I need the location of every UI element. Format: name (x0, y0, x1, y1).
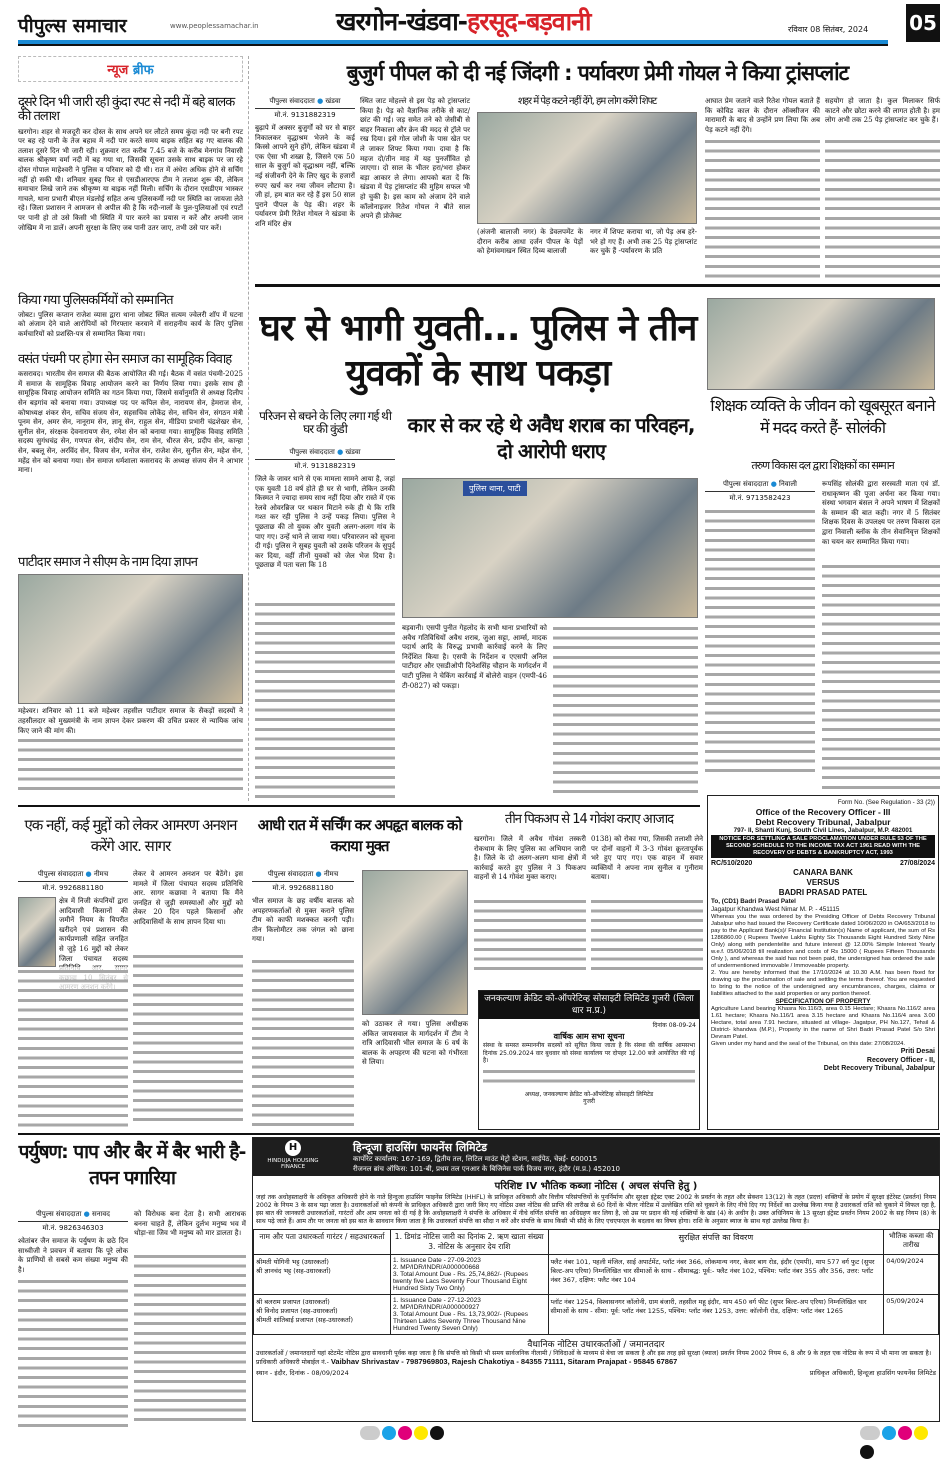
newspaper-logo: पीपुल्स समाचार (18, 15, 127, 37)
article-text: बुढ़ापे में अक्सर बुजुर्गों को घर से बाहर निकालकर वृद्धाश्रम भेजने के कई किस्से आपने सुने होंगे, लेकिन खंडवा में एक ऐसा भी शख्स है, जिसने एक 50 साल के बुजुर्ग को वृद्धाश्रम नहीं, बल्कि नई संजीवनी देने के लिए खुद के हजारों रुपए खर्च कर नया जीवन लौटाया है। जी हां, हम बात कर रहे हैं इस 50 साल पुराने पीपल के पेड़ की। शहर के पर्यावरण प्रेमी रितेश गोयल ने खंडवा के शनि मंदिर क्षेत्र (255, 124, 355, 228)
notice-signatory: अध्यक्ष, जनकल्याण क्रेडिट को-ऑपरेटिव्ह सोसाइटी लिमिटेड गुजरी (524, 1090, 654, 1105)
brief-body-continued (18, 736, 243, 794)
hinduja-notice (252, 1137, 940, 1422)
article-text: भील समाज के छह वर्षीय बालक को अपहरणकर्ताओं से मुक्त कराने पुलिस टीम को काफी मशक्कत करनी पड़ी। तीन किलोमीटर तक जंगल को छाना गया। (252, 897, 354, 944)
notice-title: परिशिष्ट IV भौतिक कब्जा नोटिस ( अचल संपत्ति हेतु ) (494, 1181, 698, 1192)
legal-notice-text: उधारकर्ताओं / जमानतदारों यहां स्टेटमेंट नोटिस द्वारा सावधानी पूर्वक कहा जाता है कि संपत्ति को किसी भी समय सार्वजनिक नीलामी / निविदाओं के माध्यम से बेचा जा सकता है और इस तरह इसे सुरक्षा (ब्याज) प्रवर्तन नियम 2002 नियम 6, 8 और 9 के तहत एक नोटिस के रूप में भी माना जा सकता है। प्राधिकारी अधिकारी मोबाईल नं.- (256, 1350, 932, 1366)
property-spec: Agriculture Land bearing Khasra No.116/3, area 0.15 Hectare; Khasra No.116/2 area 1.61 hectare; Khasra No.116/1 area 3.15 hectare and Khasra No.116/4 area 3.00 Hectare, total area 7.91 hectare, situated at village- Jagatpur, PH No.127, Tehsil & District- khandwa (M.P.), Property in the name of Shri Badri Prasad Patel S/o Shri Devram Patel. (711, 1006, 935, 1040)
society-title: जनकल्याण क्रेडिट को-ऑपरेटिव्ह सोसाइटी लिमिटेड गुजरी (जिला धार म.प्र.) (479, 991, 699, 1019)
drt-notice (707, 795, 939, 1130)
color-registration-left (360, 1425, 446, 1444)
anshan-headline: एक नहीं, कई मुद्दों को लेकर आमरण अनशन करेंगे आर. सागर (24, 816, 237, 855)
versus: VERSUS (806, 878, 840, 887)
given-line: Given under my hand and the seal of the Tribunal, on this date: 27/08/2024. (711, 1041, 906, 1047)
brief-title: किया गया पुलिसकर्मियों को सम्मानित (18, 292, 173, 308)
issuance-date: 1. Issuance Date - 27-12-2023 (393, 1297, 481, 1304)
loan-account: 2. MP/IDR/INDR/A000000668 (393, 1264, 480, 1271)
spec-title: SPECIFICATION OF PROPERTY (775, 998, 871, 1005)
notice-paragraph: Whereas you the was ordered by the Presiding Officer of Debts Recovery Tribunal Jabalpur who had issued the Recovery Certificate dated 10/06/2020 in OA/653/2018 to pay to the Applicant Bank(s)/ Financial Institution(s) Name of applicant, the sum of Rs 1286860.00 ( Rupees Twelve Lakhs Eighty Six Thousands Eight Hundred Sixty Nine Only) along with pendentelite and future interest @ 12.00% Simple Interest Yearly w.e.f. 05/06/2018 till realization and costs of Rs 15000 ( Rupees Fifteen Thousands Only ), and whereas the said has not been paid, the undersigned has ordered the sale of undermentioned immovable / Immoveable property. (711, 914, 935, 969)
section-title: खरगोन-खंडवा-हरसूद-बड़वानी (336, 7, 591, 36)
byline: पीपुल्स संवाददाता ● खंडवा (255, 97, 355, 109)
teachers-photo (707, 298, 935, 390)
article-text: आघात प्रेम जताने वाले रितेश गोयल बताते हैं कि कोविड काल के दौरान ऑक्सीजन की मारामारी के बाद से उन्होंने प्रण लिया कि अब पेड़ कटने नहीं देंगे। (705, 97, 820, 134)
property-description: फ्लैट नंबर 101, पहली मंजिल, साई अपार्टमेंट, प्लॉट नंबर 366, लोकमान्य नगर, केसर बाग रोड, इंदौर (एमपी), माप 577 वर्ग फुट (सुपर बिल्ट-अप एरिया) निम्नलिखित चार सीमाओं के साथ - सीमाबद्ध: पूर्व:- फ्लैट नंबर 102, पश्चिम: प्लॉट नंबर 355 और 356, उत्तर: प्लॉट नंबर 367, दक्षिण: फ्लैट नंबर 104 (548, 1255, 884, 1295)
applicant: CANARA BANK (793, 868, 853, 877)
lead-headline: घर से भागी युवती... पुलिस ने तीन युवकों के साथ पकड़ा (259, 308, 697, 394)
photo-caption: (अंजनी बालाजी नगर) के डेवलपमेंट के दौरान करीब आधा दर्जन पीपल के पेड़ों को हेमांवमाखन स्थित दिव्य बालाजी (477, 228, 583, 256)
article-text: रूपसिंह सोलंकी द्वारा सरस्वती माता एवं डॉ. राधाकृष्णन की पूजा अर्चना कर किया गया। संस्था भगवान बंसल ने अपने भाषण में शिक्षकों के सम्मान की बात कही। नगर में 5 सितंबर शिक्षक दिवस के उपलक्ष्य पर तरुण विकास दल द्वारा निवाली ब्लॉक के तीन सेवानिवृत्त शिक्षकों का चयन कर सम्मानित किया गया। (822, 480, 940, 546)
article-text: लेकर वे आमरन अनशन पर बैठेंगे। इस मामले में जिला पंचायत सदस्य प्रतिनिधि आर. सागर कछावा ने बताया कि मैंने जनहित से जुड़ी समस्याओं और मुद्दों को लेकर 20 दिन पहले किसानों और आदिवासियों के साथ ज्ञापन दिया था। (133, 870, 243, 926)
portrait-photo (18, 897, 56, 967)
mobile-number: मो.नं. 9926881180 (272, 884, 334, 892)
mobile-number: मो.नं. 9131882319 (294, 462, 356, 470)
brief-title: दूसरे दिन भी जारी रही कुंदा रपट से नदी में बहे बालक की तलाश (18, 95, 235, 125)
contact-numbers: Vaibhav Shrivastav - 7987969803, Rajesh Chakotiya - 84355 71111, Sitaram Prajapat - 95845 67867 (330, 1357, 678, 1366)
tree-transplant-photo (477, 112, 697, 224)
rescue-col (252, 870, 354, 1132)
co-borrower: श्री विनोद प्रजापत (सह-उधारकर्ता) (256, 1307, 338, 1315)
article-text: स्थित जाट मोहल्ले से इस पेड़ को ट्रांसप्लांट किया है। पेड़ को वैज्ञानिक तरीके से काट/छांट की गई। जड़ समेत तने को जेसीबी से बाहर निकाला और क्रेन की मदद से ट्रॉले पर रख दिया। इसे गोल जोशी के पास खेत पर ले जाकर शिफ्ट किया गया। दावा है कि महज दो/तीन माह में यह पुनर्जीवित हो जाएगा। दो साल के भीतर हरा/भरा होकर बड़ा आकार ले लेगा। आपको बता दें कि खंडवा में पेड़ ट्रांसप्लांट की मुहिम सफल भी हो चुकी है। इस काम को अंजाम देने वाले कॉलोनाइजर रितेश गोयल ने बीते साल अपने ही प्रोजेक्ट (360, 97, 470, 221)
patidar-photo (18, 574, 243, 704)
brief-body: कसरावद। भारतीय सेन समाज की बैठक आयोजित की गई। बैठक में वसंत पंचमी-2025 में समाज के सामूहिक विवाह आयोजन करने का निर्णय लिया गया। इसके साथ ही सामूहिक विवाह आयोजन समिति का गठन किया गया, जिसमे सर्वानुमति से अध्यक्ष दिलीप सेन बड़गांव को बनाया गया। उपाध्यक्ष पद पर कपिल सेन, नारायण सेन, हेमराज सेन, कोषाध्यक्ष शंकर सेन, सचिव संजय सेन, सहसचिव लोकेंद्र सेन, सचिन सेन, संगठन मंत्री पूनम सेन, अमर सेन, नानूराम सेन, ज्ञानू सेन, राहुल सेन, मीडिया प्रभारी चंद्रशेखर सेन, सुनील सेन, संरक्षक देवनारायण सेन, रमेश सेन को बनाया गया। सामूहिक विवाह समिति सदस्य सुगंधचंद्र सेन, गणपत सेन, संदीप सेन, राम सेन, धीरज सेन, प्रदीप सेन, कान्हा सेन, बबलू सेन, अरविंद सेन, विजय सेन, मनोज सेन, राजेश सेन, सुनील सेन, महेश सेन, महेंद्र सेन को बनाया गया। सेन समाज धर्मशाला कसरावद के अध्यक्ष संजय सेन ने आभार माना। (18, 370, 243, 475)
police-station-sign: पुलिस थाना, पाटी (463, 481, 527, 496)
signatory-office: Debt Recovery Tribunal, Jabalpur (823, 1065, 935, 1072)
defendant: BADRI PRASAD PATEL (778, 888, 868, 897)
co-borrower: श्री ज्ञानचंद भट्ट (सह-उधारकर्ता) (256, 1267, 331, 1275)
top-story-col5 (825, 97, 940, 279)
co-borrower: श्रीमती शांतिबाई प्रजापत (सह-उधारकर्ता) (256, 1316, 353, 1324)
authorized-officer: प्राधिकृत अधिकारी, हिन्दूजा हाउसिंग फायनेंस लिमिटेड (809, 1369, 936, 1377)
byline: पीपुल्स संवाददाता ● नीमच (252, 870, 354, 882)
rc-number: RC/510/2020 (711, 860, 753, 867)
borrower: श्रीमती योगिनी भट्ट (उधारकर्ता) (256, 1258, 329, 1266)
brief-title: पाटीदार समाज ने सीएम के नाम दिया ज्ञापन (18, 555, 197, 571)
legal-notice-title: वैधानिक नोटिस उधारकर्ताओं / जमानतदार (527, 1340, 665, 1350)
tribunal-name: Debt Recovery Tribunal, Jabalpur (755, 817, 891, 827)
paryushan-col (18, 1210, 128, 1427)
top-story-col1 (255, 97, 355, 282)
notice-body: संस्था के समस्त सम्माननीय सदस्यों को सूचित किया जाता है कि संस्था की वार्षिक आमसभा दिनांक 25.09.2024 वार बुधवार को संस्था कार्यालय पर दोपहर 12.00 बजे आयोजित की गई है। (483, 1042, 695, 1064)
top-story-headline: बुजुर्ग पीपल को दी नई जिंदगी : पर्यावरण प्रेमी गोयल ने किया ट्रांसप्लांट (346, 61, 849, 85)
tribunal-address: 797- II, Shanti Kunj, South Civil Lines, Jabalpur, M.P. 482001 (733, 827, 913, 834)
news-brief-column (18, 56, 243, 794)
article-text: श्वेतांबर जैन समाज के पर्युषण के छठे दिन साध्वीजी ने प्रवचन में बताया कि पूरे लोक के प्राणियों से सबसे कम संख्या मनुष्य की है। (18, 1237, 128, 1274)
issuance-date: 1. Issuance Date - 27-09-2023 (393, 1257, 481, 1264)
mobile-number: मो.नं. 9131882319 (274, 111, 336, 119)
notice-heading: वार्षिक आम सभा सूचना (553, 1031, 625, 1041)
police-station-photo (402, 478, 698, 618)
article-text: सहयोग हो जाता है। कुल मिलाकर सिर्फ काटने और छोटा करने की लागत होती है। हम लोग अभी तक 25 पेड़ ट्रांसप्लांट कर चुके हैं। (825, 97, 940, 125)
page-number: 05 (906, 4, 940, 42)
news-brief-label: न्यूज ब्रीफ (18, 56, 243, 82)
website-url: www.peoplessamachar.in (170, 22, 259, 30)
byline: पीपुल्स संवाददाता ● नीमच (18, 870, 128, 882)
liquor-headline: कार से कर रहे थे अवैध शराब का परिवहन, दो आरोपी धराए (407, 413, 695, 463)
loan-account: 2. MP/IDR/INDR/A000000927 (393, 1304, 480, 1311)
masthead (18, 8, 940, 44)
byline: पीपुल्स संवाददाता ● निवाली (705, 480, 815, 492)
notice-banner: NOTICE FOR SETTLING A SALE PROCLAMATION UNDER RULE 53 OF THE SECOND SCHEDULE TO THE INCOME TAX ACT 1961 READ WITH THE RECOVERY OF DEBTS & BANKRUPTCY ACT, 1993 (711, 835, 935, 858)
brief-title: वसंत पंचमी पर होगा सेन समाज का सामूहिक विवाह (18, 351, 232, 367)
possession-date: 04/09/2024 (884, 1255, 939, 1295)
top-story-col4 (705, 97, 820, 279)
signatory: Priti Desai (900, 1048, 935, 1055)
masthead-rule (18, 40, 888, 46)
byline: पीपुल्स संवाददाता ● सनावद (18, 1210, 128, 1222)
rescue-headline: आधी रात में सर्चिंग कर अपहृत बालक को कराया मुक्त (257, 816, 462, 855)
notice-date: दिनांक 08-09-24 (652, 1022, 696, 1029)
signatory-title: Recovery Officer - II, (866, 1056, 935, 1064)
corporate-office: कार्पोरेट कार्यालय: 167-169, द्वितीय तल, लिटिल माउंट मेट्रो स्टेशन, साईपेठ, चेन्नई- 600015 (353, 1155, 598, 1163)
color-registration-right (860, 1425, 945, 1463)
column-header: सुरक्षित संपत्ति का विवरण (548, 1230, 884, 1255)
society-notice (478, 990, 700, 1130)
addressee-address: Jagatpur Khandwa West Nimar M. P. - 451115 (711, 906, 840, 913)
possession-date: 05/09/2024 (884, 1295, 939, 1335)
column-header: 1. डिमांड नोटिस जारी का दिनांक 2. ऋण खाता संख्या 3. नोटिस के अनुसार देय राशि (391, 1230, 549, 1255)
notice-date: 27/08/2024 (899, 860, 935, 867)
property-description: प्लॉट नंबर 1254, विश्वासनगर कॉलोनी, ग्राम बंजारी, तहसील महू इंदौर, माप 450 वर्ग फीट (सुपर बिल्ट-अप एरिया) निम्नलिखित चार सीमाओं के साथ - सीमा: पूर्व: प्लॉट नंबर 1255, पश्चिम: प्लॉट नंबर 1253, उत्तर: कॉलोनी रोड, दक्षिण: प्लॉट नंबर 1265 (548, 1295, 884, 1335)
paryushan-headline: पर्युषण: पाप और बैर में बैर भारी है- तपन पगारिया (18, 1141, 246, 1189)
column-header: भौतिक कब्जा की तारीख (884, 1230, 939, 1255)
hinduja-logo: H HINDUJA HOUSING FINANCE (267, 1142, 319, 1170)
teacher-headline: शिक्षक व्यक्ति के जीवन को खूबसूरत बनाने में मदद करते हैं- सोलंकी (710, 396, 935, 437)
article-text: क्षेत्र में निजी कंपनियों द्वारा आदिवासी किसानों की जमीनें नियम के विपरीत खरीदने एवं प्रशासन की कार्यप्रणाली सहित जनहित से जुड़े 16 मुद्दों को लेकर जिला पंचायत सदस्य (59, 897, 128, 963)
article-text: को विरोधक बना देता है। सभी आराधक बनना चाहते हैं, लेकिन दुर्लभ मनुष्य भव में थोड़ा-सा जिव भी मनुष्य को मार डालता है। (134, 1210, 246, 1238)
article-text: को उठाकर ले गया। पुलिस अधीक्षक अंकित जायसवाल के मार्गदर्शन में टीम ने रात्रि आदिवासी भील समाज के 6 वर्ष के बालक के अपहरण की घटना को गंभीरता से लिया। (362, 1020, 468, 1067)
notice-paragraph: 2. You are hereby informed that the 17/10/2024 at 10.30 A.M. has been fixed for drawing up the proclamation of sale and settling the terms thereof. You are requested to bring to the notice of the undersigned any encumbrances, charges, claims or liabilities attached to the said properties or any portion thereof. (711, 970, 935, 997)
possession-table (253, 1229, 939, 1335)
logo-icon: H (285, 1140, 301, 1156)
borrower: श्री बलराम प्रजापत (उधारकर्ता) (256, 1298, 330, 1306)
table-row (254, 1295, 939, 1335)
place-date: स्थान - इंदौर, दिनांक - 08/09/2024 (256, 1369, 349, 1377)
article-text: बड़वानी। एसपी पुनीत गेहलोद के सभी थाना प्रभारियों को अवैध गतिविधियों अवैध शराब, जुआ सट्टा, आर्म्स, मादक पदार्थ आदि के विरुद्ध प्रभावी कार्रवाई करने के लिए निर्देशित किया है। एसपी के निर्देशन व एएसपी अनिल पाटीदार और एसडीओपी दिनेशसिंह चौहान के मार्गदर्शन में पाटी पुलिस ने चेकिंग कार्रवाई में बोलेरो वाहन (एमपी-46 टी-0827) को पकड़ा। (402, 624, 547, 690)
article-text: 0138) को रोका गया, जिसकी तलाशी लेने पर दोनों वाहनों में 3-3 गोवंश क्रूरतापूर्वक भरे हुए पाए गए। एक वाहन में सवार व्यक्तियों ने अपना नाम सुनील व गुनीराम बताया। (591, 835, 703, 882)
issue-date: रविवार 08 सितंबर, 2024 (788, 25, 869, 34)
article-text: जिले के जावर थाने से एक मामला सामने आया है, जहां एक युवती 18 वर्ष होते ही घर से भागी, लेकिन उनकी किस्मत ने ज्यादा समय साथ नहीं दिया और रास्ते में एक रेलवे ओवरब्रिज पर थकान मिटाने रुके ही थे कि रात्रि गश्त कर रही पुलिस ने उन्हें पकड़ लिया। पुलिस ने पूछताछ की तो युवक और युवती अलग-अलग गांव के पाए गए। उन्हें थाने ले जाया गया। परिवारजन को सूचना दी गई। पुलिस ने सुबह युवती को उसके परिजन के सुपुर्द कर दिया, वहीं तीनों युवकों को जेल भेज दिया है। पूछताछ में पता चला कि 18 (255, 475, 395, 570)
amount-due: 3. Total Amount Due - Rs. 25,74,862/- (Rupees twenty five Lacs Seventy Four Thousand Eight Hundred Sixty Two Only) (393, 1271, 529, 1292)
notice-intro: जहां तक अधोहस्ताक्षरी के अधिकृत अधिकारी होने के नाते हिन्दुजा हाउसिंग फाइनेंस लिमिटेड (HHFL) के प्राधिकृत अधिकारी और वित्तीय परिसंपत्तियों के पुनर्निर्माण और सुरक्षा इंट्रेस्ट एक्ट 2002 के प्रवर्तन के तहत और सेक्शन 13(12) के तहत (प्रदत्त) शक्तियों के प्रयोग में सुरक्षा इंटेरेस्ट (प्रवर्तन) नियम 2002 के नियम 3 के साथ पढ़ा जाता है। उधारकर्ताओं को कंपनी के प्राधिकृत अधिकारी द्वारा जारी किए गए नोटिस उक्त नोटिस की प्राप्ति की तारीख से 60 दिनों के भीतर नोटिस में उल्लेखित राशि को चुकाने के लिए नीचे दिए गए निर्देशों का उल्लेख किया गया है उधारकर्ता राशि को चुकाने में विफल रहा है, इस बात की जानकारी उधारकर्ताओं, गारंटरों और आम जनता को दी गई है कि अधोहस्ताक्षरी ने संपत्ति के अधिकार में नीचे वर्णित संपत्ति का अधिग्रहण कर लिया है, जो उस पर प्रदान की गई शक्तियों के खंड (4) के अधीन है। उक्त अधिनियम के 13 सुरक्षा इंट्रेस्ट प्रवर्तन नियम 2002 के सह नियम (8) के साथ पढ़े जाते हैं। आम तौर पर जनता को इस बात के सावधान किया जाता है कि उधारकर्ता संपत्ति का सौदा न करें और संपत्ति के साथ किसी भी सौदे के लिए एचएफएल के बदलाव का विषय होगा। राशि के अनुसार ब्याज के साथ यहां उल्लेख किया है। (256, 1194, 936, 1225)
section-divider (255, 284, 940, 287)
addressee: To, (CD1) Badri Prasad Patel (711, 898, 796, 905)
rescue-photo (362, 870, 468, 1015)
mobile-number: मो.नं. 9926881180 (42, 884, 104, 892)
byline: पीपुल्स संवाददाता ● खंडवा (255, 448, 395, 460)
company-name: हिन्दूजा हाउसिंग फायनेंस लिमिटेड (353, 1141, 488, 1154)
brief-body: जोबट। पुलिस कप्तान राजेश व्यास द्वारा थाना जोबट स्थित सत्यम ज्वेलरी शॉप में घटना को अंजाम देने वाले आरोपियों को गिरफ्तार करवाने में सराहनीय कार्य के लिए पुलिस कर्मचारियों को प्रशस्ति-पत्र से सम्मानित किया गया। (18, 310, 243, 339)
photo-caption: नगर में शिफ्ट कराया था, जो पेड़ अब हरे-भरे हो गए हैं। अभी तक 25 पेड़ ट्रांसप्लांट कर चुके हैं -पर्यावरण के प्रति (590, 228, 697, 256)
brief-body: महेश्वर। शनिवार को 11 बजे महेश्वर तहसील पाटीदार समाज के सैकड़ों सदस्यों ने तहसीलदार को मुख्यमंत्री के नाम ज्ञापन देकर प्रकरण की उचित प्रकार से न्यायिक जांच किए जाने की मांग की। (18, 707, 243, 735)
office-name: Office of the Recovery Officer - III (755, 807, 891, 817)
teacher-subheadline: तरुण विकास दल द्वारा शिक्षकों का सम्मान (751, 459, 894, 472)
table-row (254, 1255, 939, 1295)
regional-office: रीजनल ब्रांच ऑफिस: 101-बी, प्रथम तल एनआर के बिजिनेस पार्क विजय नगर, इंदौर (म.प्र.) 452010 (353, 1165, 620, 1173)
lead-subheadline: परिजन से बचने के लिए लगा गई थी घर की कुंडी (259, 409, 391, 437)
cattle-headline: तीन पिकअप से 14 गोवंश कराए आजाद (505, 812, 673, 827)
amount-due: 3. Total Amount Due - Rs. 13,73,902/- (Rupees Thirteen Lakhs Seventy Three Thousand Nine Hundred Twenty Seven Only) (393, 1311, 529, 1332)
brief-body: खरगोन। शहर से मजदूरी कर दोस्त के साथ अपने घर लौटते समय कुंदा नदी पर बनी रपट पर बह रहे पानी के तेज बहाव में नदी पार करते समय बाइक सहित बह गए बालक की तलाश दूसरे दिन भी जारी रही। शुक्रवार रात करीब 7.45 बजे के करीब मेनगांव निवासी बालक श्रीकृष्ण वर्मा नदी में बह गया था, जिसकी सूचना उसके साथ बाइक पर जा रहे दोस्त गोपाल माहेश्वरी ने पुलिस व परिवार को दी थी। रात में अंधेरा अधिक होने से सर्चिंग नहीं हो सकी थी। शनिवार सुबह फिर से एसडीआरएफ टीम ने तलाश शुरू की, लेकिन समाचार लिखे जाने तक श्रीकृष्ण या बाइक नहीं मिली। सर्चिंग के दौरान एसडीएम भास्कर गाचले, थाना प्रभारी बीएल मंडलोई सहित अन्य पुलिसकर्मी नदी पर स्थिति का जायजा लेते रहे। जिला प्रशासन ने आमजन से अपील की है कि नदी-नालों के पुल-पुलियाओं एवं रपटों पर पानी हो तो उसे किसी भी स्थिति में पार करने का प्रयास न करें और अपनी जान जोखिम में ना डालें। अपनी सुरक्षा के लिए जब पानी उतर जाए, तभी उसे पार करें। (18, 127, 243, 232)
mobile-number: मो.नं. 9826346303 (42, 1224, 104, 1232)
anshan-col (18, 870, 128, 1127)
mobile-number: मो.नं. 9713582423 (729, 494, 791, 502)
article-text: खरगोन। जिले में अवैध गोवंश तस्करी रोकथाम के लिए पुलिस का अभियान जारी है। जिले के दो अलग-अलग थाना क्षेत्रों में कार्रवाई करते हुए पुलिस ने 3 पिकअप वाहनों से 14 गोवंश मुक्त कराए। (474, 835, 586, 882)
form-number: Form No. (See Regulation - 33 (2)) (837, 799, 935, 806)
lead-col (255, 448, 395, 800)
photo-heading: शहर में पेड़ कटने नहीं देंगे, हम लोग करेंगे शिफ्ट (517, 96, 657, 107)
column-header: नाम और पता उधारकर्ता गारंटर / सहउधारकर्ता (254, 1230, 391, 1255)
teacher-col (705, 480, 815, 777)
